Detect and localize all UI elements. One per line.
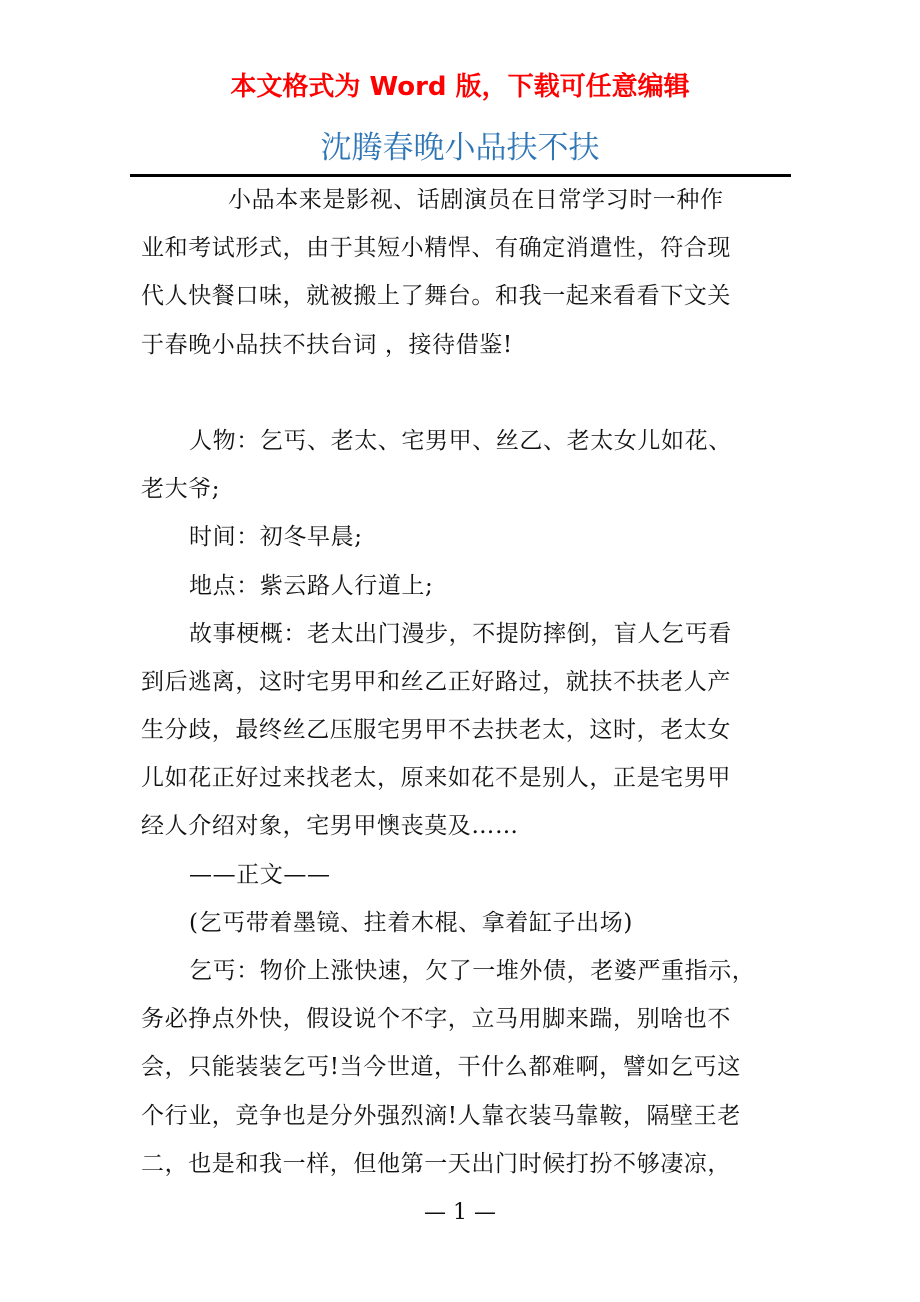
text-line: 代人快餐口味，就被搬上了舞台。和我一起来看看下文关	[141, 283, 731, 310]
paragraph	[141, 899, 781, 947]
page-number: — 1 —	[424, 1200, 496, 1225]
text-line: 于春晚小品扶不扶台词 ，接待借鉴!	[141, 331, 513, 358]
text-line: 乞丐：物价上涨快速，欠了一堆外债，老婆严重指示，	[189, 958, 756, 984]
text-line: 务必挣点外快，假设说个不字，立马用脚来踹，别啥也不	[141, 1006, 731, 1033]
text-line: 小品本来是影视、话剧演员在日常学习时一种作	[228, 187, 724, 213]
paragraph	[141, 851, 781, 899]
paragraph	[141, 369, 781, 417]
paragraph	[141, 417, 781, 513]
text-line: 儿如花正好过来找老太，原来如花不是别人，正是宅男甲	[141, 765, 731, 792]
text-line: ——正文——	[189, 861, 331, 888]
text-line	[141, 369, 781, 417]
paragraph	[141, 562, 781, 610]
paragraph	[141, 610, 781, 851]
paragraph	[141, 176, 781, 369]
text-line: 生分歧，最终丝乙压服宅男甲不去扶老太，这时，老太女	[141, 717, 731, 744]
document-body	[141, 176, 781, 1188]
text-line: 业和考试形式，由于其短小精悍、有确定消遣性，符合现	[141, 235, 731, 262]
text-line: 人物：乞丐、老太、宅男甲、丝乙、老太女儿如花、	[189, 427, 732, 454]
document-title: 沈腾春晚小品扶不扶	[320, 130, 600, 166]
text-line: 老大爷;	[141, 476, 221, 503]
text-line: 到后逃离，这时宅男甲和丝乙正好路过，就扶不扶老人产	[141, 668, 731, 695]
text-line: 时间：初冬早晨;	[189, 524, 363, 551]
paragraph	[141, 513, 781, 561]
text-line: 二，也是和我一样，但他第一天出门时候打扮不够凄凉，	[141, 1150, 731, 1177]
text-line: (乞丐带着墨镜、拄着木棍、拿着缸子出场)	[189, 909, 633, 936]
text-line: 经人介绍对象，宅男甲懊丧莫及……	[141, 813, 519, 840]
text-line: 个行业，竞争也是分外强烈滴!人靠衣装马靠鞍，隔壁王老	[141, 1102, 741, 1129]
text-line: 地点：紫云路人行道上;	[189, 572, 434, 599]
text-line: 故事梗概：老太出门漫步，不提防摔倒，盲人乞丐看	[189, 620, 732, 647]
text-line: 会，只能装装乞丐!当今世道，干什么都难啊，譬如乞丐这	[141, 1054, 741, 1081]
word-format-notice: 本文格式为 Word 版，下载可任意编辑	[230, 72, 690, 102]
paragraph	[141, 947, 781, 1188]
